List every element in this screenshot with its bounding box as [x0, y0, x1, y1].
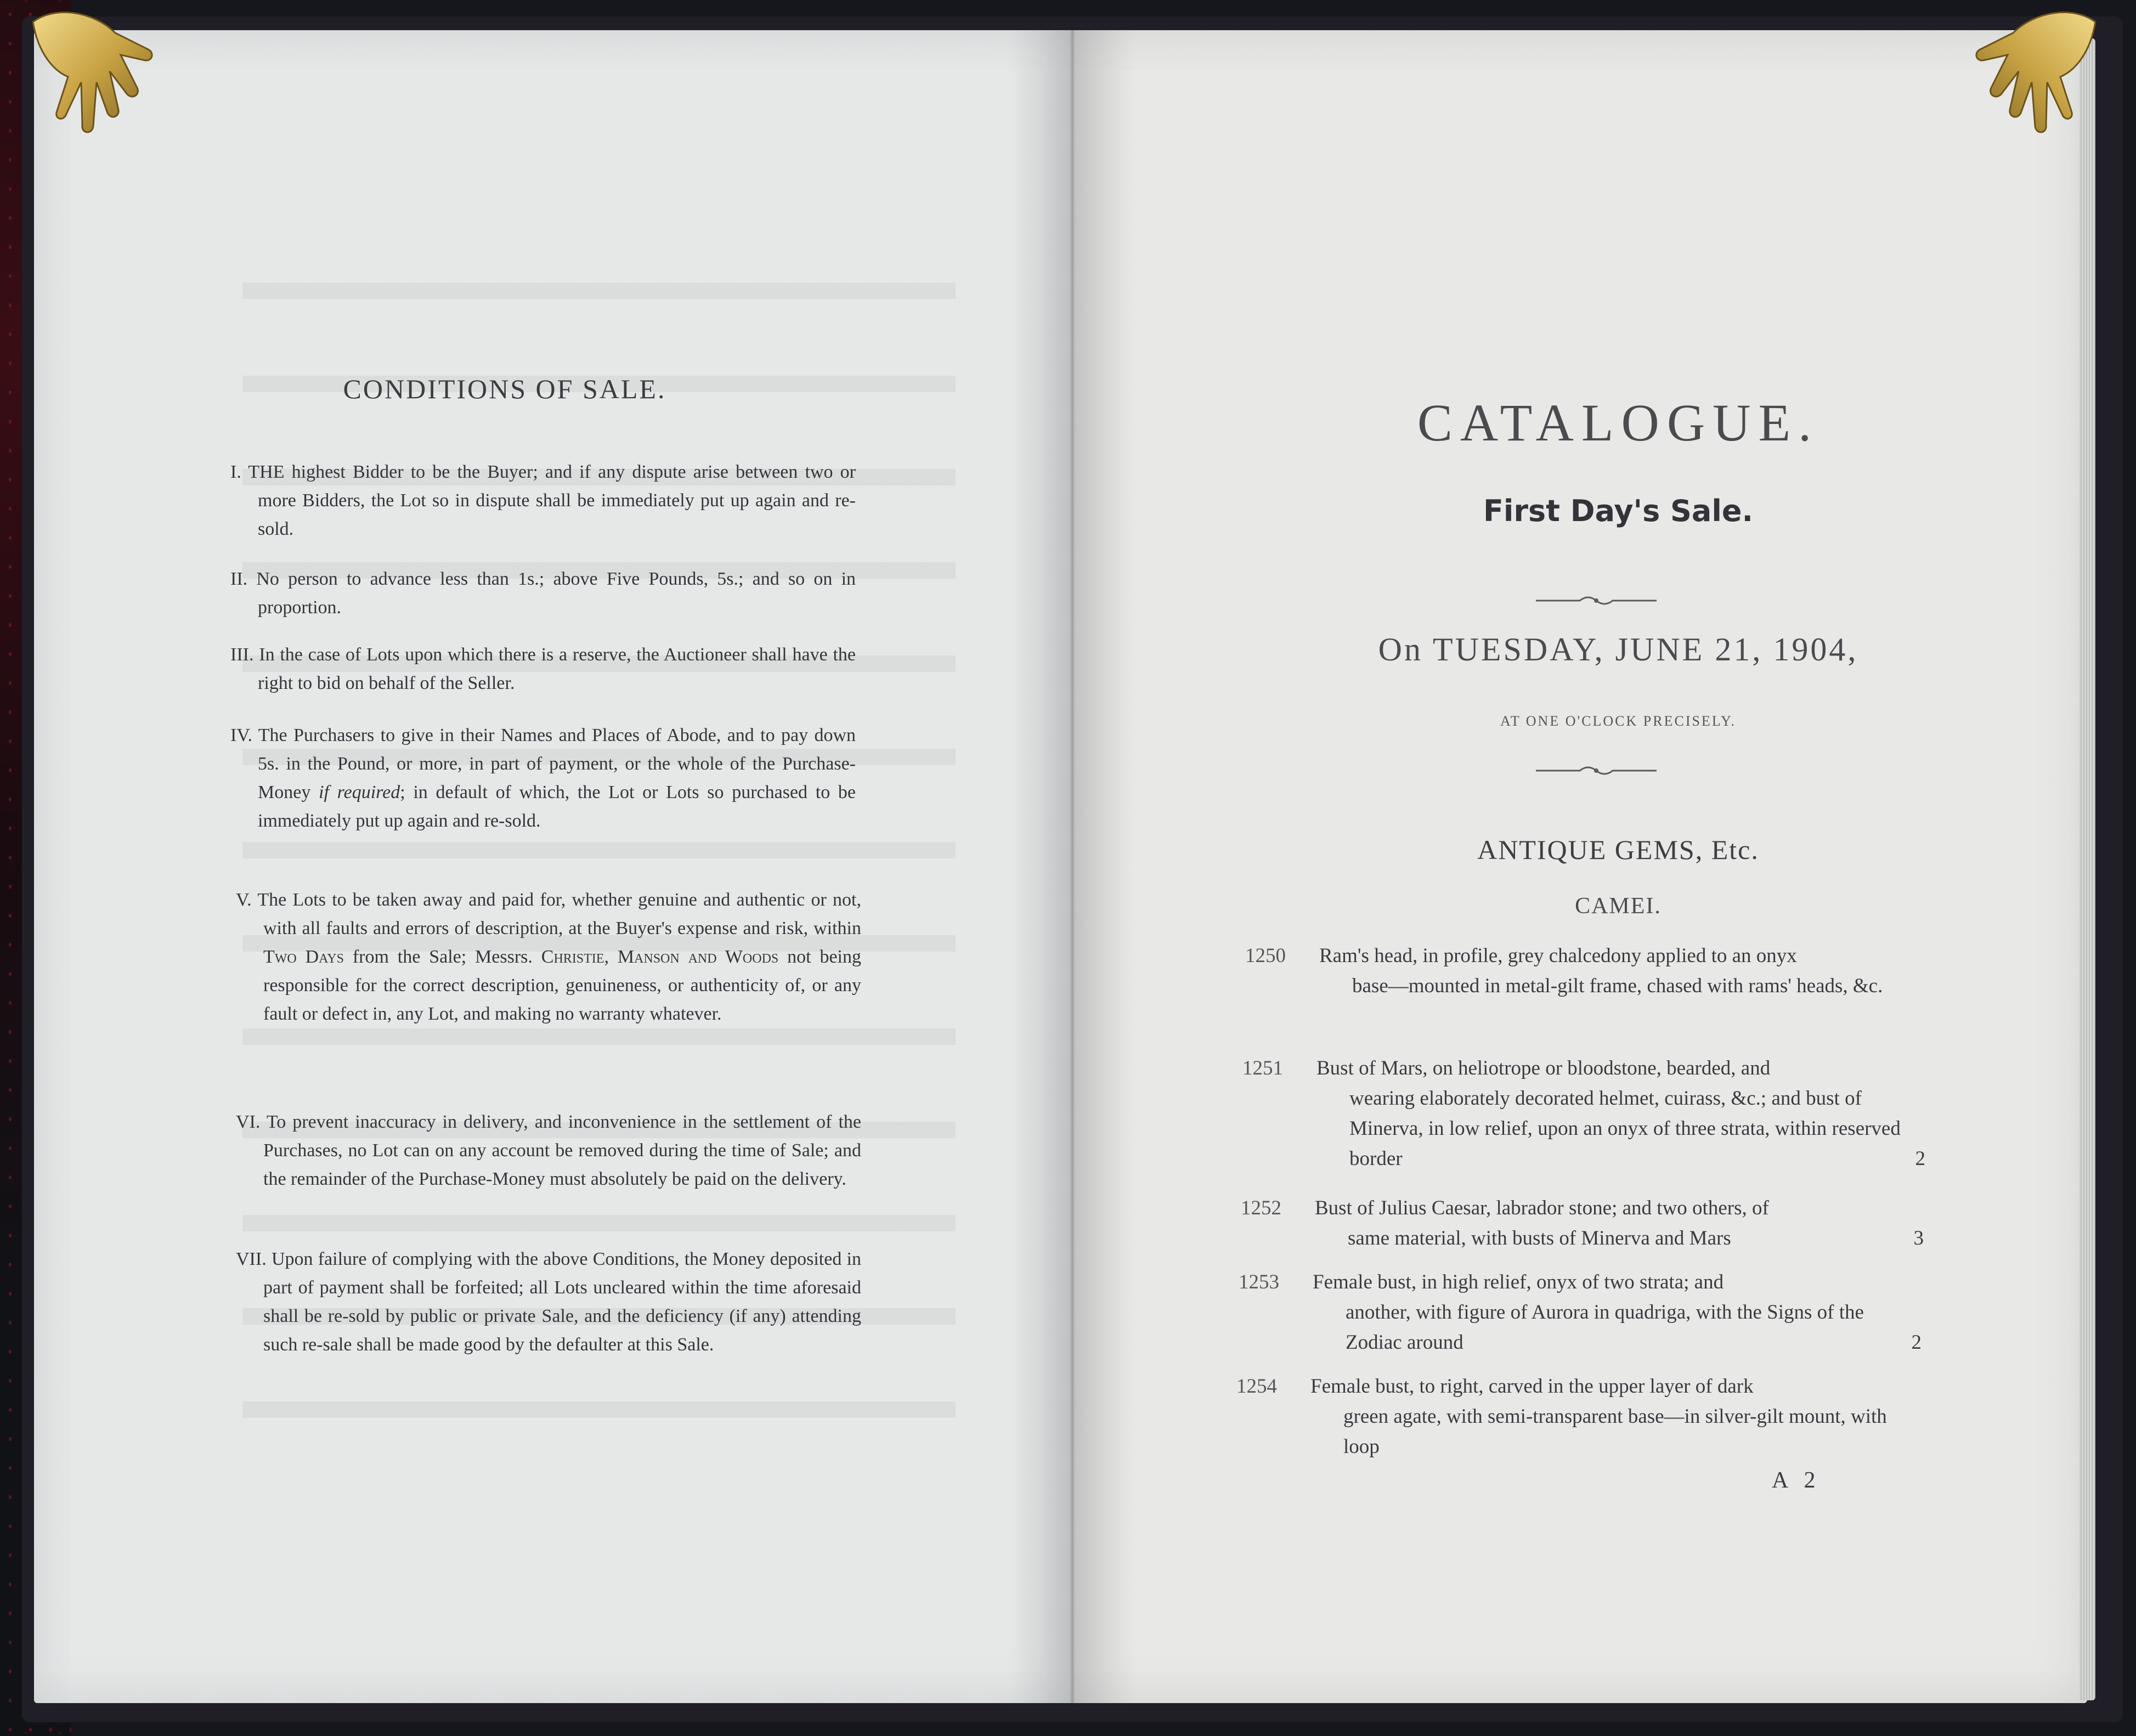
condition-number: IV. — [230, 725, 252, 745]
section-heading: ANTIQUE GEMS, Etc. — [1477, 834, 1759, 865]
lot-entry — [1245, 941, 1928, 1001]
condition-number: VII. — [236, 1249, 267, 1269]
condition-number: VI. — [236, 1112, 261, 1132]
sale-day-title: First Day's Sale. — [1483, 494, 1754, 528]
condition-item — [192, 458, 856, 544]
condition-italic-text: if required — [319, 782, 400, 802]
lot-description-continued: base—mounted in metal-gilt frame, chased with rams' heads, &c. — [1352, 975, 1883, 997]
lot-entry — [1236, 1371, 1919, 1462]
lot-description-continued: wearing elaborately decorated helmet, cuirass, &c.; and bust of Minerva, in low relief, upon an onyx of three strata, within reserved border — [1349, 1087, 1901, 1170]
condition-number: II. — [230, 569, 248, 589]
brass-hand-holder-icon — [11, 0, 187, 176]
condition-text: To prevent inaccuracy in delivery, and inconvenience in the settlement of the Purchases, no Lot can on any account be removed during the time of Sale; and the remainder of the Purchase-Money must absolutely be paid on the delivery. — [263, 1112, 862, 1189]
lot-quantity: 2 — [1911, 1331, 1922, 1354]
condition-item — [192, 721, 856, 835]
condition-text: In the case of Lots upon which there is a reserve, the Auctioneer shall have the right to bid on behalf of the Seller. — [258, 644, 856, 693]
condition-text: THE highest Bidder to be the Buyer; and if any dispute arise between two or more Bidders, the Lot so in dispute shall be immediately put up again and re-sold. — [248, 462, 856, 539]
book-gutter — [1009, 30, 1135, 1703]
condition-item — [192, 565, 856, 622]
condition-text: No person to advance less than 1s.; above Five Pounds, 5s.; and so on in proportion. — [256, 569, 856, 618]
condition-text: not being responsible for the correct description, genuineness, or authenticity of, or any fault or defect in, any Lot, and making no warranty whatever. — [263, 947, 861, 1024]
lot-number: 1250 — [1245, 945, 1286, 967]
condition-number: III. — [230, 644, 254, 665]
sale-date: On TUESDAY, JUNE 21, 1904, — [1378, 631, 1858, 668]
condition-smallcaps-text: Two Days — [263, 947, 344, 967]
lot-description: Female bust, to right, carved in the upper layer of dark — [1310, 1375, 1754, 1398]
condition-item — [197, 886, 861, 1028]
lot-number: 1253 — [1239, 1271, 1279, 1293]
lot-number: 1252 — [1241, 1197, 1281, 1219]
condition-item — [197, 1108, 861, 1194]
condition-number: V. — [236, 890, 252, 910]
lot-quantity: 3 — [1913, 1227, 1924, 1249]
lot-description: Ram's head, in profile, grey chalcedony applied to an onyx — [1319, 945, 1797, 967]
lot-entry — [1239, 1267, 1922, 1358]
flourish-ornament-icon — [1536, 765, 1657, 776]
lot-entry — [1242, 1053, 1925, 1174]
lot-number: 1251 — [1242, 1057, 1283, 1079]
catalogue-title: CATALOGUE. — [1417, 393, 1819, 452]
conditions-heading: CONDITIONS OF SALE. — [343, 374, 666, 404]
condition-item — [197, 1245, 861, 1359]
lot-description-continued: same material, with busts of Minerva and Mars — [1348, 1227, 1731, 1249]
subsection-heading: CAMEI. — [1575, 894, 1662, 919]
firm-name: Christie, Manson and Woods — [541, 947, 779, 967]
page-edges — [2079, 38, 2095, 1700]
lot-entry — [1241, 1193, 1924, 1253]
lot-quantity: 2 — [1915, 1147, 1925, 1170]
lot-description: Bust of Julius Caesar, labrador stone; and two others, of — [1315, 1197, 1769, 1219]
lot-description-continued: another, with figure of Aurora in quadriga, with the Signs of the Zodiac around — [1346, 1301, 1864, 1354]
flourish-ornament-icon — [1536, 595, 1657, 606]
lot-description: Bust of Mars, on heliotrope or bloodstone, bearded, and — [1316, 1057, 1771, 1079]
condition-item — [192, 641, 856, 698]
condition-text: The Purchasers to give in their Names and Places of Abode, and to pay down 5s. in the Pound, or more, in part of payment, or the whole of the Purchase-Money — [258, 725, 856, 802]
condition-text: from the Sale; Messrs. — [343, 947, 541, 967]
printer-signature-mark: A 2 — [1772, 1468, 1821, 1493]
condition-text: Upon failure of complying with the above Conditions, the Money deposited in part of payment shall be forfeited; all Lots uncleared within the time aforesaid shall be re-sold by public or private Sale, and the deficiency (if any) attending such re-sale shall be made good by the defaulter at this Sale. — [263, 1249, 861, 1355]
sale-time: AT ONE O'CLOCK PRECISELY. — [1500, 713, 1737, 729]
condition-number: I. — [230, 462, 241, 482]
condition-text: ; in default of which, the Lot or Lots so purchased to be immediately put up again and re-sold. — [258, 782, 856, 831]
lot-description-continued: green agate, with semi-transparent base—in silver-gilt mount, with loop — [1343, 1405, 1887, 1458]
left-page — [34, 30, 1070, 1703]
lot-description: Female bust, in high relief, onyx of two strata; and — [1313, 1271, 1724, 1293]
lot-number: 1254 — [1236, 1375, 1277, 1398]
condition-text: The Lots to be taken away and paid for, whether genuine and authentic or not, with all faults and errors of description, at the Buyer's expense and risk, within — [257, 890, 861, 938]
brass-hand-holder-icon — [1942, 0, 2117, 176]
